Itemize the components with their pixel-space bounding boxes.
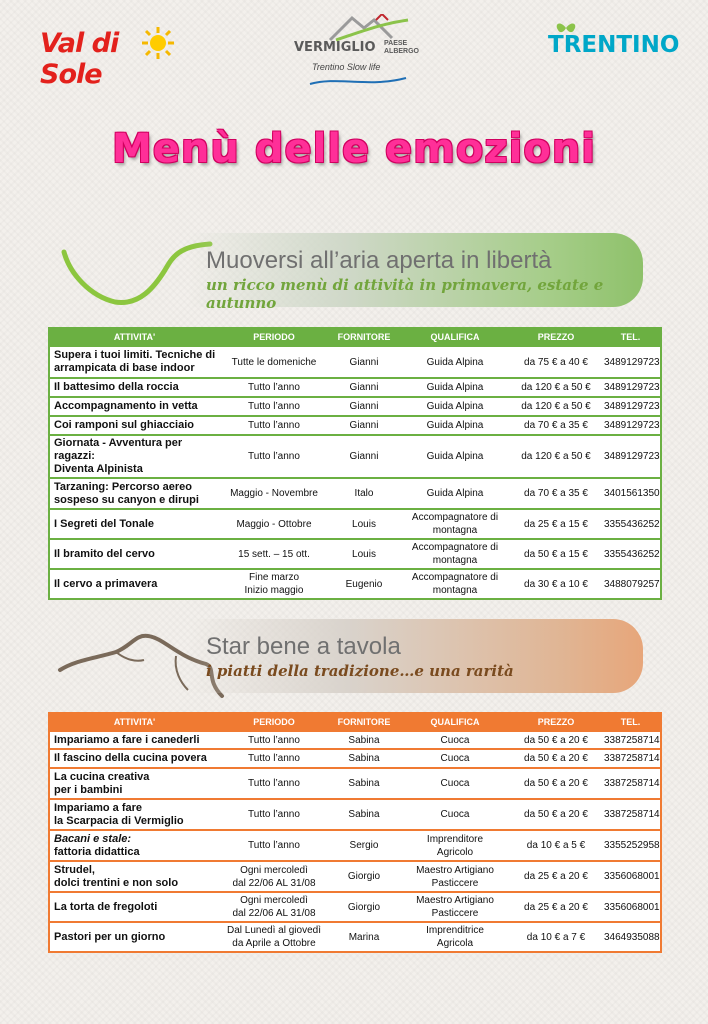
activity-cell <box>49 478 219 509</box>
qualification-cell: Cuoca <box>399 749 511 768</box>
period-cell: 15 sett. – 15 ott. <box>219 539 329 569</box>
period-cell <box>219 922 329 952</box>
provider-cell: Sabina <box>329 768 399 799</box>
period-cell: Tutto l’anno <box>219 799 329 830</box>
section-tavola-title: Star bene a tavola <box>206 633 401 660</box>
period-cell <box>219 861 329 892</box>
table-header <box>49 713 661 731</box>
price-cell: da 10 € a 7 € <box>511 922 601 952</box>
activity-line2: arrampicata di base indoor <box>54 362 195 374</box>
price-cell: da 50 € a 15 € <box>511 539 601 569</box>
col-prezzo: PREZZO <box>511 328 601 346</box>
activity-cell: Il fascino della cucina povera <box>49 749 219 768</box>
activity-line2: dolci trentini e non solo <box>54 876 179 889</box>
period-line1: Dal Lunedì al giovedì <box>227 925 321 936</box>
qualification-cell <box>399 892 511 922</box>
phone-cell: 3355436252 <box>601 509 661 539</box>
vermiglio-logo-sub1: PAESE <box>384 40 408 47</box>
qualification-cell <box>399 922 511 952</box>
swoosh-icon <box>308 74 408 88</box>
table-row <box>49 799 661 830</box>
period-cell <box>219 892 329 922</box>
period-line2: Inizio maggio <box>244 585 304 596</box>
period-line2: da Aprile a Ottobre <box>232 938 316 949</box>
provider-cell: Sergio <box>329 830 399 861</box>
col-tel: TEL. <box>601 328 661 346</box>
activity-cell <box>49 435 219 478</box>
activity-cell <box>49 346 219 378</box>
period-cell: Tutto l’anno <box>219 378 329 397</box>
vermiglio-logo-sub2: ALBERGO <box>384 48 419 55</box>
activity-line1: La cucina creativa <box>54 770 150 783</box>
period-cell: Tutto l’anno <box>219 416 329 435</box>
price-cell: da 25 € a 20 € <box>511 861 601 892</box>
section-aria-title: Muoversi all’aria aperta in libertà <box>206 247 552 274</box>
qualification-cell: Cuoca <box>399 768 511 799</box>
table-row <box>49 768 661 799</box>
activity-line1: Strudel, <box>54 863 95 876</box>
section-tavola-subtitle: i piatti della tradizione…e una rarità <box>206 662 514 680</box>
price-cell: da 30 € a 10 € <box>511 569 601 599</box>
table-row <box>49 539 661 569</box>
phone-cell: 3488079257 <box>601 569 661 599</box>
qualification-line1: Imprenditrice <box>426 925 484 936</box>
price-cell: da 120 € a 50 € <box>511 378 601 397</box>
activity-cell: Il cervo a primavera <box>49 569 219 599</box>
activity-cell <box>49 830 219 861</box>
price-cell: da 10 € a 5 € <box>511 830 601 861</box>
activity-line2: la Scarpacia di Vermiglio <box>54 814 184 827</box>
activity-line1: Supera i tuoi limiti. Tecniche di <box>54 349 216 361</box>
price-cell: da 25 € a 20 € <box>511 892 601 922</box>
qualification-cell: Guida Alpina <box>399 478 511 509</box>
provider-cell: Gianni <box>329 435 399 478</box>
qualification-line2: montagna <box>432 525 478 536</box>
phone-cell: 3489129723 <box>601 346 661 378</box>
vermiglio-logo-title: VERMIGLIO <box>294 40 376 55</box>
phone-cell: 3401561350 <box>601 478 661 509</box>
activity-line1: Bacani e stale: <box>54 832 132 845</box>
table-row <box>49 731 661 749</box>
section-aria-subtitle: un ricco menù di attività in primavera, estate e autunno <box>206 276 604 312</box>
qualification-cell: Cuoca <box>399 731 511 749</box>
activity-line2: fattoria didattica <box>54 845 140 858</box>
col-qualifica: QUALIFICA <box>399 328 511 346</box>
provider-cell: Italo <box>329 478 399 509</box>
phone-cell: 3387258714 <box>601 799 661 830</box>
activity-cell <box>49 799 219 830</box>
qualification-cell <box>399 569 511 599</box>
activity-line1: Giornata - Avventura per ragazzi: <box>54 437 183 462</box>
qualification-cell: Guida Alpina <box>399 346 511 378</box>
phone-cell: 3464935088 <box>601 922 661 952</box>
period-cell: Maggio - Novembre <box>219 478 329 509</box>
price-cell: da 50 € a 20 € <box>511 731 601 749</box>
val-di-sole-logo-text: Val di Sole <box>40 28 119 90</box>
col-prezzo: PREZZO <box>511 713 601 731</box>
provider-cell: Giorgio <box>329 861 399 892</box>
activity-line2: sospeso su canyon e dirupi <box>54 493 199 506</box>
qualification-line2: montagna <box>432 585 478 596</box>
table-row <box>49 861 661 892</box>
table-row <box>49 378 661 397</box>
table-row <box>49 922 661 952</box>
activity-line2: Diventa Alpinista <box>54 463 143 475</box>
activity-cell: Il battesimo della roccia <box>49 378 219 397</box>
phone-cell: 3489129723 <box>601 416 661 435</box>
price-cell: da 75 € a 40 € <box>511 346 601 378</box>
period-line1: Fine marzo <box>248 572 299 583</box>
activity-cell <box>49 768 219 799</box>
activity-line1: Impariamo a fare <box>54 801 143 814</box>
activities-table-aria <box>48 327 662 600</box>
qualification-cell: Guida Alpina <box>399 378 511 397</box>
phone-cell: 3355252958 <box>601 830 661 861</box>
butterfly-icon <box>554 20 578 36</box>
qualification-line1: Maestro Artigiano <box>416 864 494 876</box>
qualification-line1: Accompagnatore di <box>411 542 499 553</box>
period-cell: Maggio - Ottobre <box>219 509 329 539</box>
col-attivita: ATTIVITA' <box>49 713 219 731</box>
col-periodo: PERIODO <box>219 328 329 346</box>
activity-line2: per i bambini <box>54 783 123 796</box>
qualification-line1: Accompagnatore di <box>411 512 499 523</box>
table-header <box>49 328 661 346</box>
table-row <box>49 892 661 922</box>
phone-cell: 3387258714 <box>601 768 661 799</box>
period-cell: Tutto l’anno <box>219 731 329 749</box>
section-banner-aria <box>188 233 643 312</box>
qualification-line2: Agricola <box>436 938 474 949</box>
qualification-line1: Accompagnatore di <box>411 572 499 583</box>
provider-cell: Louis <box>329 509 399 539</box>
col-attivita: ATTIVITA' <box>49 328 219 346</box>
provider-cell: Gianni <box>329 378 399 397</box>
period-line2: dal 22/06 AL 31/08 <box>232 877 316 889</box>
period-line2: dal 22/06 AL 31/08 <box>232 908 316 919</box>
col-fornitore: FORNITORE <box>329 328 399 346</box>
val-di-sole-logo <box>36 26 176 90</box>
section-banner-tavola <box>188 619 643 693</box>
price-cell: da 50 € a 20 € <box>511 768 601 799</box>
provider-cell: Louis <box>329 539 399 569</box>
activity-cell: Accompagnamento in vetta <box>49 397 219 416</box>
phone-cell: 3489129723 <box>601 397 661 416</box>
page-title: Menù delle emozioni <box>112 126 596 172</box>
provider-cell: Gianni <box>329 346 399 378</box>
price-cell: da 25 € a 15 € <box>511 509 601 539</box>
col-periodo: PERIODO <box>219 713 329 731</box>
qualification-cell <box>399 509 511 539</box>
table-row <box>49 346 661 378</box>
period-line1: Ogni mercoledì <box>240 864 308 876</box>
col-qualifica: QUALIFICA <box>399 713 511 731</box>
qualification-line2: montagna <box>432 555 478 566</box>
table-row <box>49 435 661 478</box>
provider-cell: Marina <box>329 922 399 952</box>
table-row <box>49 830 661 861</box>
trentino-logo-text: TRENTINO <box>548 32 680 58</box>
qualification-cell: Guida Alpina <box>399 435 511 478</box>
period-cell: Tutto l’anno <box>219 749 329 768</box>
activity-cell: Il bramito del cervo <box>49 539 219 569</box>
qualification-cell: Cuoca <box>399 799 511 830</box>
qualification-line2: Pasticcere <box>431 908 479 919</box>
table-row <box>49 509 661 539</box>
phone-cell: 3489129723 <box>601 378 661 397</box>
table-row <box>49 478 661 509</box>
qualification-cell <box>399 539 511 569</box>
table-row <box>49 416 661 435</box>
vermiglio-logo-sub <box>384 40 419 56</box>
provider-cell: Sabina <box>329 799 399 830</box>
qualification-cell <box>399 861 511 892</box>
activity-cell <box>49 861 219 892</box>
activity-cell: I Segreti del Tonale <box>49 509 219 539</box>
table-row <box>49 397 661 416</box>
price-cell: da 120 € a 50 € <box>511 397 601 416</box>
provider-cell: Gianni <box>329 416 399 435</box>
period-cell: Tutto l’anno <box>219 768 329 799</box>
period-cell: Tutto l’anno <box>219 830 329 861</box>
table-row <box>49 749 661 768</box>
price-cell: da 50 € a 20 € <box>511 799 601 830</box>
period-cell: Tutto l’anno <box>219 435 329 478</box>
price-cell: da 70 € a 35 € <box>511 416 601 435</box>
activity-cell: Pastori per un giorno <box>49 922 219 952</box>
sun-icon <box>141 26 175 60</box>
phone-cell: 3356068001 <box>601 861 661 892</box>
period-cell: Tutte le domeniche <box>219 346 329 378</box>
qualification-line1: Maestro Artigiano <box>416 895 494 906</box>
price-cell: da 50 € a 20 € <box>511 749 601 768</box>
price-cell: da 120 € a 50 € <box>511 435 601 478</box>
qualification-cell: Guida Alpina <box>399 416 511 435</box>
trentino-logo <box>548 28 680 64</box>
qualification-cell <box>399 830 511 861</box>
period-cell: Tutto l’anno <box>219 397 329 416</box>
activity-line1: Tarzaning: Percorso aereo <box>54 480 192 493</box>
activity-cell: La torta de fregoloti <box>49 892 219 922</box>
price-cell: da 70 € a 35 € <box>511 478 601 509</box>
period-line1: Ogni mercoledì <box>240 895 308 906</box>
qualification-line1: Imprenditore <box>426 833 484 845</box>
table-row <box>49 569 661 599</box>
vermiglio-logo-tagline: Trentino Slow life <box>312 62 381 72</box>
provider-cell: Giorgio <box>329 892 399 922</box>
provider-cell: Eugenio <box>329 569 399 599</box>
provider-cell: Sabina <box>329 749 399 768</box>
col-tel: TEL. <box>601 713 661 731</box>
qualification-line2: Pasticcere <box>431 877 479 889</box>
provider-cell: Sabina <box>329 731 399 749</box>
phone-cell: 3489129723 <box>601 435 661 478</box>
phone-cell: 3387258714 <box>601 749 661 768</box>
col-fornitore: FORNITORE <box>329 713 399 731</box>
period-cell <box>219 569 329 599</box>
vermiglio-logo <box>290 14 420 90</box>
phone-cell: 3355436252 <box>601 539 661 569</box>
activities-table-tavola <box>48 712 662 953</box>
phone-cell: 3356068001 <box>601 892 661 922</box>
phone-cell: 3387258714 <box>601 731 661 749</box>
qualification-cell: Guida Alpina <box>399 397 511 416</box>
qualification-line2: Agricolo <box>436 846 474 858</box>
provider-cell: Gianni <box>329 397 399 416</box>
activity-cell: Coi ramponi sul ghiacciaio <box>49 416 219 435</box>
activity-cell: Impariamo a fare i canederli <box>49 731 219 749</box>
